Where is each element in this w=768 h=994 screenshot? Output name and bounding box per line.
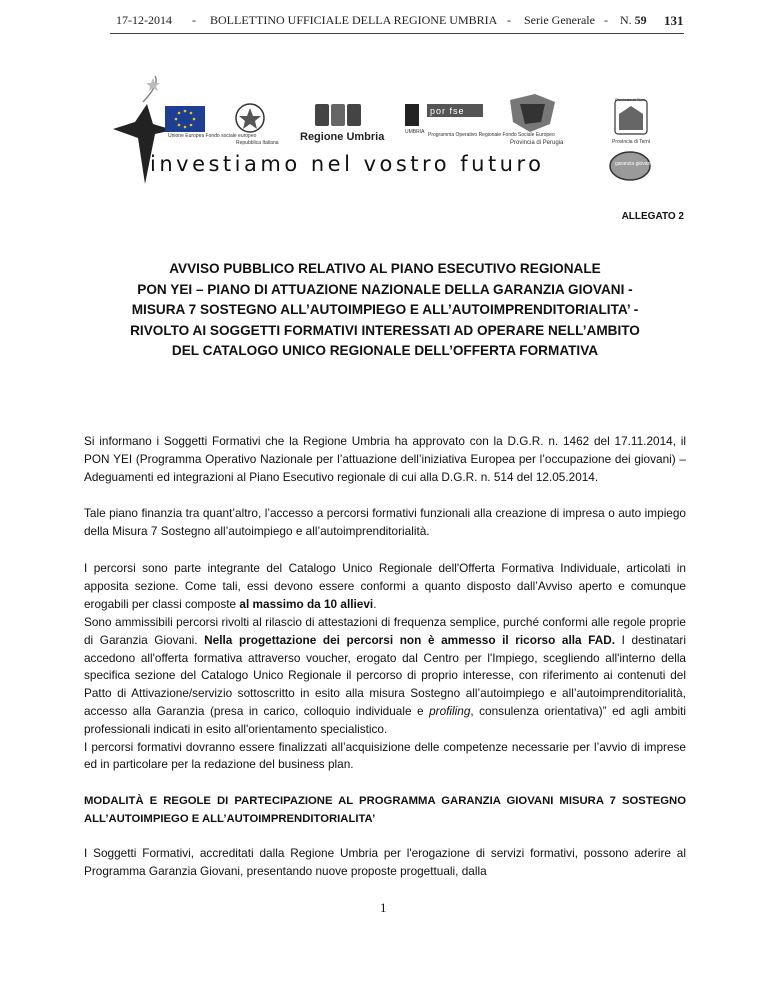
umbria-small-label: UMBRIA bbox=[405, 129, 425, 135]
terni-caption: Provincia di Terni bbox=[612, 139, 650, 145]
title-line: RIVOLTO AI SOGGETTI FORMATIVI INTERESSATI AD OPERARE NELL’AMBITO bbox=[130, 322, 640, 338]
italian-republic-emblem-icon bbox=[236, 104, 264, 132]
title-line: AVVISO PUBBLICO RELATIVO AL PIANO ESECUTIVO REGIONALE bbox=[169, 261, 601, 276]
running-header bbox=[110, 10, 684, 34]
header-number-label: N. bbox=[620, 13, 632, 27]
text-run: . bbox=[373, 596, 377, 611]
eu-caption: Unione Europea Fondo sociale europeo bbox=[168, 133, 257, 139]
text-run: Sono ammissibili percorsi rivolti al rilascio di attestazioni di frequenza semplice, purché conformi alle regole proprie di Garanzia Giovani. bbox=[84, 615, 686, 647]
perugia-caption: Provincia di Perugia bbox=[510, 140, 564, 146]
paragraph-financing bbox=[84, 505, 686, 541]
terni-top-caption: Provincia di Terni bbox=[615, 97, 646, 102]
slogan: investiamo nel vostro futuro bbox=[150, 152, 545, 176]
republic-caption: Repubblica Italiana bbox=[236, 140, 279, 146]
paragraph-text bbox=[84, 614, 686, 739]
paragraph-approval bbox=[84, 433, 686, 486]
section-heading bbox=[84, 793, 686, 829]
text-run: I destinatari accedono all'offerta formativa attraverso voucher, erogato dal Centro per l'Impiego, scegliendo all'interno della specifica sezione del Catalogo Unico Regionale il percorso di proprio interesse, con riferimento ai contenuti del Patto di Attivazione/servizio sottoscritto in esito alla misura Sostegno all’autoimpiego e all’autoimprenditorialità, accesso alla Garanzia (presa in carico, colloquio individuale e bbox=[84, 632, 686, 718]
text-run-italic: profiling bbox=[429, 703, 471, 718]
title-line: DEL CATALOGO UNICO REGIONALE DELL’OFFERTA FORMATIVA bbox=[171, 343, 599, 358]
header-sep: - bbox=[507, 13, 511, 27]
provincia-terni-emblem-icon bbox=[615, 100, 647, 134]
eu-flag-icon bbox=[165, 106, 205, 132]
paragraph-eligibility bbox=[84, 614, 686, 774]
paragraph-text bbox=[84, 560, 686, 613]
text-run-bold: al massimo da 10 allievi bbox=[239, 596, 374, 611]
document-title bbox=[100, 259, 670, 362]
text-run: I percorsi sono parte integrante del Catalogo Unico Regionale dell'Offerta Formativa Individuale, articolati in apposita sezione. Come tali, essi devono essere conformi a quanto disposto dall’Avviso aperto e comunque erogabili per classi composte bbox=[84, 561, 686, 611]
allegato-label: ALLEGATO 2 bbox=[621, 211, 684, 222]
title-line: MISURA 7 SOSTEGNO ALL’AUTOIMPIEGO E ALL’AUTOIMPRENDITORIALITA’ - bbox=[131, 302, 639, 317]
header-date: 17-12-2014 bbox=[116, 13, 172, 27]
header-page-number: 131 bbox=[664, 13, 684, 28]
paragraph-participation bbox=[84, 845, 686, 881]
regione-umbria-label: Regione Umbria bbox=[300, 131, 385, 143]
header-number bbox=[620, 13, 647, 28]
paragraph-text: I percorsi formativi dovranno essere finalizzati all’acquisizione delle competenze necessarie per l’avvio di imprese ed in particolare per la redazione del business plan. bbox=[84, 739, 686, 772]
paragraph-text: Tale piano finanzia tra quant’altro, l’accesso a percorsi formativi funzionali alla creazione di impresa o auto impiego della Misura 7 Sostegno all’autoimpiego e all’autoimprenditorialità. bbox=[84, 506, 686, 538]
header-sep: - bbox=[192, 13, 196, 27]
header-sep: - bbox=[604, 13, 608, 27]
footer-page-number: 1 bbox=[380, 900, 387, 915]
provincia-perugia-emblem-icon bbox=[510, 94, 555, 132]
section-heading-text: MODALITÀ E REGOLE DI PARTECIPAZIONE AL PROGRAMMA GARANZIA GIOVANI MISURA 7 SOSTEGNO ALL’AUTOIMPIEGO E ALL’AUTOIMPRENDITORIALITA’ bbox=[84, 795, 686, 825]
header-series: Serie Generale bbox=[524, 13, 595, 27]
paragraph-text: Si informano i Soggetti Formativi che la Regione Umbria ha approvato con la D.G.R. n. 1462 del 17.11.2014, il PON YEI (Programma Operativo Nazionale per l’attuazione dell’iniziativa Europea per l’occupazione dei giovani) – Adeguamenti ed integrazioni al Piano Esecutivo regionale di cui alla D.G.R. n. 514 del 12.05.2014. bbox=[84, 434, 686, 484]
por-caption: Programma Operativo Regionale Fondo Sociale Europeo bbox=[428, 132, 555, 138]
regione-umbria-emblem-icon bbox=[315, 104, 361, 126]
paragraph-text: I Soggetti Formativi, accreditati dalla Regione Umbria per l'erogazione di servizi formativi, possono aderire al Programma Garanzia Giovani, presentando nuove proposte progettuali, dalla bbox=[84, 846, 686, 878]
header-bulletin: BOLLETTINO UFFICIALE DELLA REGIONE UMBRIA bbox=[210, 13, 498, 27]
text-run: , consulenza orientativa)” ed agli ambiti professionali indicati in esito all'orientamento specialistico. bbox=[84, 703, 686, 736]
garanzia-giovani-label: garanzia giovani bbox=[615, 161, 652, 167]
por-fse-label: por fse bbox=[430, 106, 465, 116]
header-number-value: 59 bbox=[634, 13, 647, 27]
title-line: PON YEI – PIANO DI ATTUAZIONE NAZIONALE DELLA GARANZIA GIOVANI - bbox=[137, 281, 633, 297]
paragraph-catalog bbox=[84, 560, 686, 613]
text-run-bold: Nella progettazione dei percorsi non è ammesso il ricorso alla FAD. bbox=[204, 632, 616, 647]
